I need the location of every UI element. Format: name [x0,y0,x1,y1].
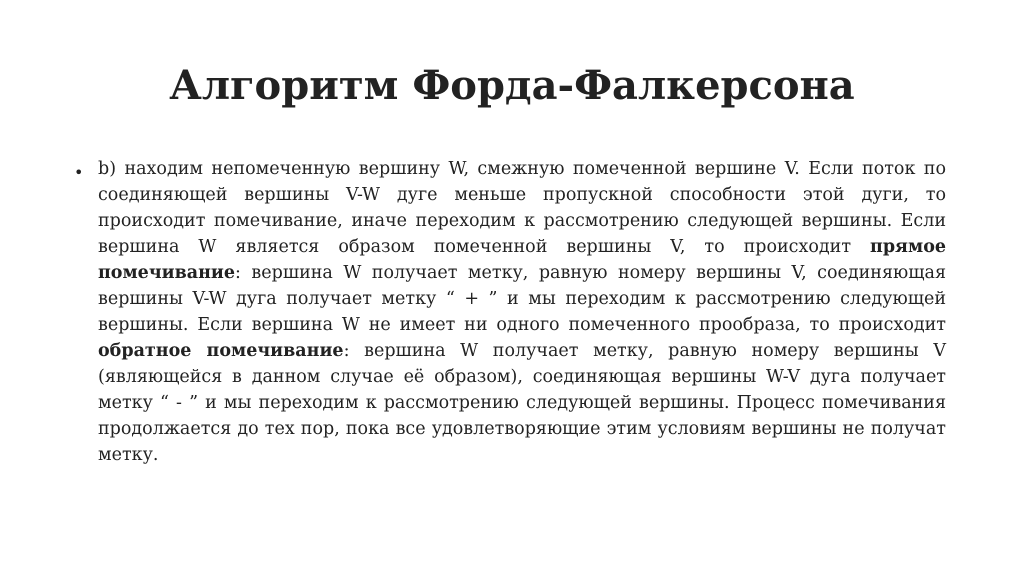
bullet-paragraph [98,156,946,468]
paragraph-text: b) находим непомеченную вершину W, смежную помеченной вершине V. Если поток по соединяющей вершины V-W дуге меньше пропускной способности этой дуги, то происходит помечивание, иначе переходим к рассмотрению следующей вершины. Если вершина W является образом помеченной вершины V, то происходит [98,159,946,257]
slide-title: Алгоритм Форда-Фалкерсона [169,62,855,109]
paragraph-text: : вершина W получает метку, равную номеру вершины V, соединяющая вершины V-W дуга получает метку “ + ” и мы переходим к рассмотрению следующей вершины. Если вершина W не имеет ни одного помеченного прообраза, то происходит [98,263,946,335]
bullet-icon: • [74,163,84,182]
bold-term-direct-labeling: прямое помечивание [98,237,946,283]
bold-term-reverse-labeling: обратное помечивание [98,341,344,361]
paragraph-text: : вершина W получает метку, равную номеру вершины V (являющейся в данном случае её образом), соединяющая вершины W-V дуга получает метку “ - ” и мы переходим к рассмотрению следующей вершины. Процесс помечивания продолжается до тех пор, пока все удовлетворяющие этим условиям вершины не получат метку. [98,341,947,465]
